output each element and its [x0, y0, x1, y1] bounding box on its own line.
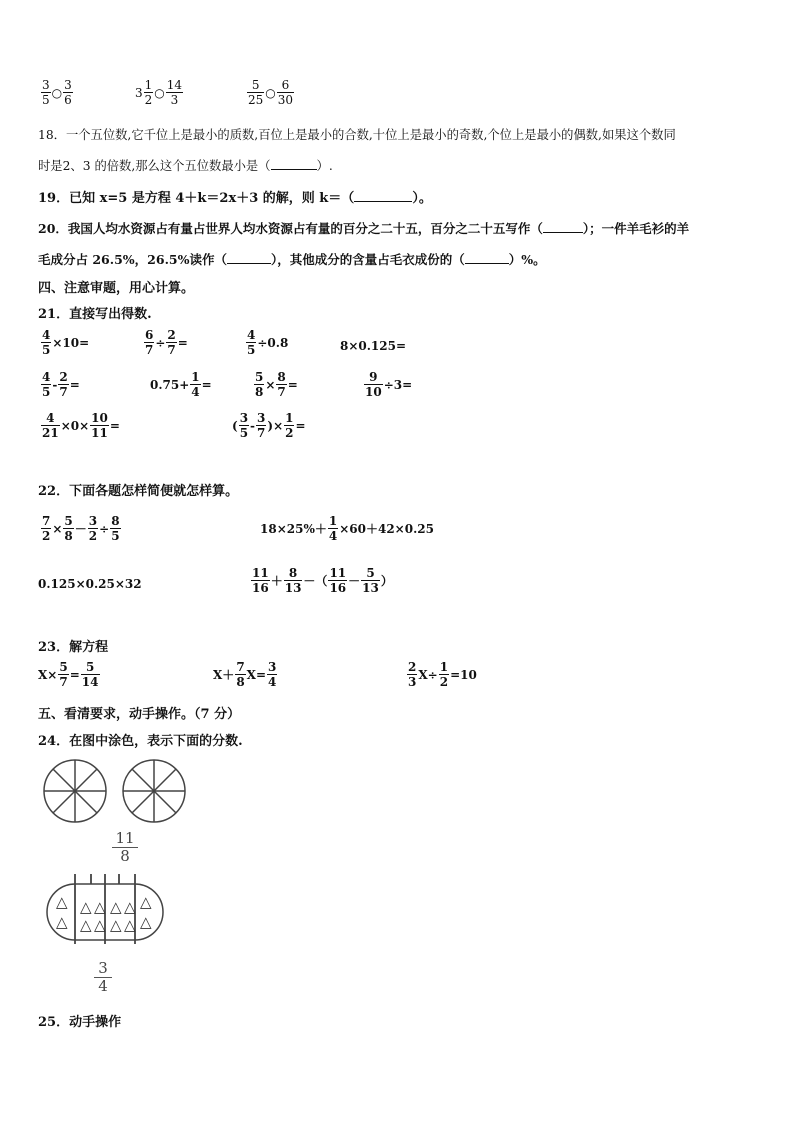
fraction: $\frac{6}{30}$	[277, 78, 294, 107]
fraction-11-8: 11 8	[112, 830, 138, 865]
compare-circle: ○	[265, 85, 276, 100]
q20-line1: 20．我国人均水资源占有量占世界人均水资源占有量的百分之二十五，百分之二十五写作（ ）；一件羊毛衫的羊	[38, 221, 690, 236]
triangle-icon: △	[110, 916, 122, 934]
q21-r2-i3: $\frac{5}{8}$ × $\frac{8}{7}$ =	[255, 370, 298, 399]
triangles-layer	[44, 872, 166, 948]
q22-title: 22．下面各题怎样简便就怎样算。	[38, 484, 239, 499]
triangle-icon: △	[80, 916, 92, 934]
q22-expr-2: 18×25%＋ $\frac{1}{4}$ ×60＋42×0.25	[260, 514, 434, 543]
triangle-icon: △	[124, 916, 136, 934]
q21-r1-i1: $\frac{4}{5}$ ×10=	[42, 328, 90, 357]
answer-blank[interactable]	[465, 252, 509, 264]
triangle-icon: △	[94, 898, 106, 916]
comparison-1	[40, 78, 74, 107]
q21-r2-i2: 0.75+ $\frac{1}{4}$ =	[150, 370, 212, 399]
q22-expr-4: $\frac{11}{16}$ ＋ $\frac{8}{13}$ －（ $\frac{11}{16}$ － $\frac{5}{13}$ ）	[252, 566, 393, 595]
triangle-icon: △	[56, 913, 68, 931]
triangle-icon: △	[140, 913, 152, 931]
q18-line2: 时是2、3 的倍数,那么这个五位数最小是（ ）.	[38, 159, 333, 173]
q23-eq-3: $\frac{2}{3}$ X÷ $\frac{1}{2}$ =10	[408, 660, 477, 689]
q18-line1: 18．一个五位数,它千位上是最小的质数,百位上是最小的合数,十位上是最小的奇数,个位上是最小的偶数,如果这个数同	[38, 128, 676, 142]
comparison-2: 3 $\frac{1}{2}$ ○ $\frac{14}{3}$	[135, 78, 183, 107]
comparison-3	[246, 78, 295, 107]
answer-blank[interactable]	[271, 158, 317, 170]
compare-circle: ○	[51, 85, 63, 100]
triangle-icon: △	[80, 898, 92, 916]
q22-expr-1: $\frac{7}{2}$ × $\frac{5}{8}$ － $\frac{3}{2}$ ÷ $\frac{8}{5}$	[42, 514, 120, 543]
circles-figure[interactable]	[40, 756, 202, 826]
q22-expr-3: 0.125×0.25×32	[38, 577, 142, 591]
q21-r1-i4: 8×0.125=	[340, 339, 407, 353]
q21-r3-i1: $\frac{4}{21}$ ×0× $\frac{10}{11}$ =	[42, 411, 120, 440]
q23-eq-1: X× $\frac{5}{7}$ = $\frac{5}{14}$	[38, 660, 99, 689]
q21-title: 21．直接写出得数.	[38, 307, 152, 322]
section-5-heading: 五、看清要求，动手操作。（7 分）	[38, 707, 241, 722]
fraction: $\frac{5}{25}$	[248, 78, 264, 107]
q24-title: 24．在图中涂色，表示下面的分数.	[38, 734, 243, 749]
q21-r1-i2: $\frac{6}{7}$ ÷ $\frac{2}{7}$ =	[145, 328, 188, 357]
q25-title: 25．动手操作	[38, 1015, 122, 1030]
q21-r2-i4: $\frac{9}{10}$ ÷3=	[365, 370, 413, 399]
q19: 19．已知 x=5 是方程 4＋k＝2x＋3 的解，则 k＝（ ）。	[38, 191, 432, 206]
q21-r3-i2: ( $\frac{3}{5}$ - $\frac{3}{7}$ )× $\frac{1}{2}$ =	[232, 411, 306, 440]
q23-eq-2: X＋ $\frac{7}{8}$ X= $\frac{3}{4}$	[213, 660, 277, 689]
fraction: $\frac{1}{2}$	[144, 78, 153, 107]
q20-line2: 毛成分占 26.5%，26.5%读作（ ），其他成分的含量占毛衣成份的（ ）%。	[38, 252, 546, 267]
triangle-icon: △	[110, 898, 122, 916]
circle-right	[123, 760, 185, 822]
answer-blank[interactable]	[543, 221, 583, 233]
triangle-icon: △	[94, 916, 106, 934]
triangle-icon: △	[140, 893, 152, 911]
circle-left	[44, 760, 106, 822]
q23-title: 23．解方程	[38, 640, 109, 655]
section-4-heading: 四、注意审题，用心计算。	[38, 281, 195, 296]
fraction: $\frac{3}{6}$	[64, 78, 72, 107]
answer-blank[interactable]	[227, 252, 271, 264]
triangle-icon: △	[56, 893, 68, 911]
compare-circle: ○	[154, 85, 165, 100]
answer-blank[interactable]	[354, 190, 412, 202]
fraction: $\frac{3}{5}$	[42, 78, 50, 107]
triangle-icon: △	[124, 898, 136, 916]
q21-r1-i3: $\frac{4}{5}$ ÷0.8	[247, 328, 289, 357]
q21-r2-i1: $\frac{4}{5}$ - $\frac{2}{7}$ =	[42, 370, 80, 399]
fraction: $\frac{14}{3}$	[166, 78, 183, 107]
fraction-3-4: 3 4	[94, 960, 112, 995]
